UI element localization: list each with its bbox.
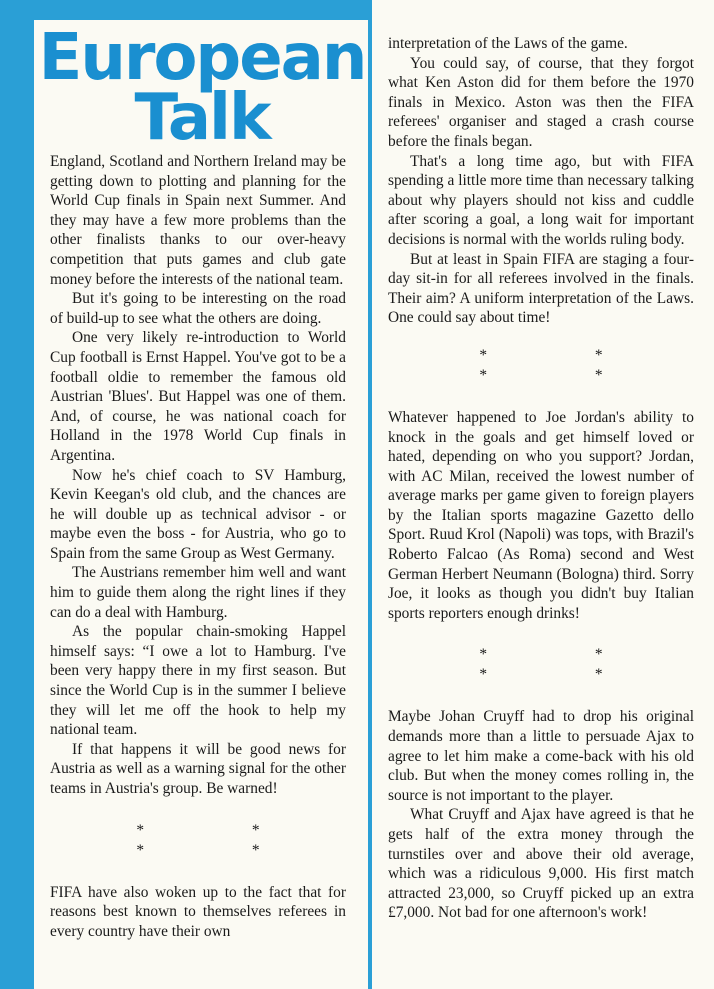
article-title: [36, 21, 368, 155]
paragraph: That's a long time ago, but with FIFA spending a little more time than necessary talking about why players should not kiss and cuddle after scoring a goal, a long wait for important decisions is normal with the worlds ruling body.: [388, 152, 694, 248]
paragraph: Whatever happened to Joe Jordan's ability to knock in the goals and get himself loved or hated, depending on who you support? Jordan, with AC Milan, received the lowest number of average marks per game given to foreign players by the Italian sports magazine Gazetto dello Sport. Ruud Krol (Napoli) was tops, with Brazil's Roberto Falcao (As Roma) second and West German Herbert Neumann (Bologna) third. Sorry Joe, it looks as though you didn't buy Italian sports reporters enough drinks!: [388, 408, 694, 622]
paragraph: If that happens it will be good news for Austria as well as a warning signal for the other teams in Austria's group. Be warned!: [50, 740, 346, 797]
paragraph: But it's going to be interesting on the road of build-up to see what the others are doing.: [50, 290, 346, 327]
paragraph: Maybe Johan Cruyff had to drop his original demands more than a little to persuade Ajax to agree to let him make a come-back with his old club. But when the money comes rolling in, the source is not important to the player.: [388, 708, 694, 804]
paragraph: England, Scotland and Northern Ireland may be getting down to plotting and planning for the World Cup finals in Spain next Summer. And they may have a few more problems than the other finalists thanks to our over-heavy competition that puts games and club gate money before the interests of the national team.: [50, 153, 346, 288]
left-column: [50, 152, 346, 941]
paragraph: As the popular chain-smoking Happel himself says: “I owe a lot to Hamburg. I've been very happy there in my first season. But since the World Cup is in the summer I believe they will let me off the hook to help my national team.: [50, 623, 346, 739]
title-line-2: Talk: [134, 81, 270, 155]
paragraph: One very likely re-introduction to World Cup football is Ernst Happel. You've got to be a football oldie to remember the famous old Austrian 'Blues'. But Happel was one of them. And, of course, he was national coach for Holland in the 1978 World Cup finals in Argentina.: [50, 329, 346, 464]
section-separator: * * * *: [479, 646, 655, 684]
paragraph: Now he's chief coach to SV Hamburg, Kevin Keegan's old club, and the chances are he will double up as technical advisor - or maybe even the boss - for Austria, who go to Spain from the same Group as West Germany.: [50, 466, 346, 562]
section-separator: * * * *: [479, 346, 655, 384]
section-separator: * * * *: [136, 821, 312, 859]
right-column: [388, 34, 694, 923]
paragraph: But at least in Spain FIFA are staging a four-day sit-in for all referees involved in the finals. Their aim? A uniform interpretation of the Laws. One could say about time!: [388, 250, 694, 327]
paragraph: FIFA have also woken up to the fact that for reasons best known to themselves referees in every country have their own: [50, 883, 346, 940]
paragraph: What Cruyff and Ajax have agreed is that he gets half of the extra money through the turnstiles over and above their old average, which was a ridiculous 9,000. His first match attracted 23,000, so Cruyff picked up an extra £7,000. Not bad for one afternoon's work!: [388, 806, 694, 922]
paragraph: You could say, of course, that they forgot what Ken Aston did for them before the 1970 finals in Mexico. Aston was then the FIFA referees' organiser and staged a crash course before the finals began.: [388, 54, 694, 150]
paragraph: interpretation of the Laws of the game.: [388, 35, 628, 52]
paragraph: The Austrians remember him well and want him to guide them along the right lines if they can do a deal with Hamburg.: [50, 564, 346, 621]
title-line-1: European: [38, 21, 366, 95]
